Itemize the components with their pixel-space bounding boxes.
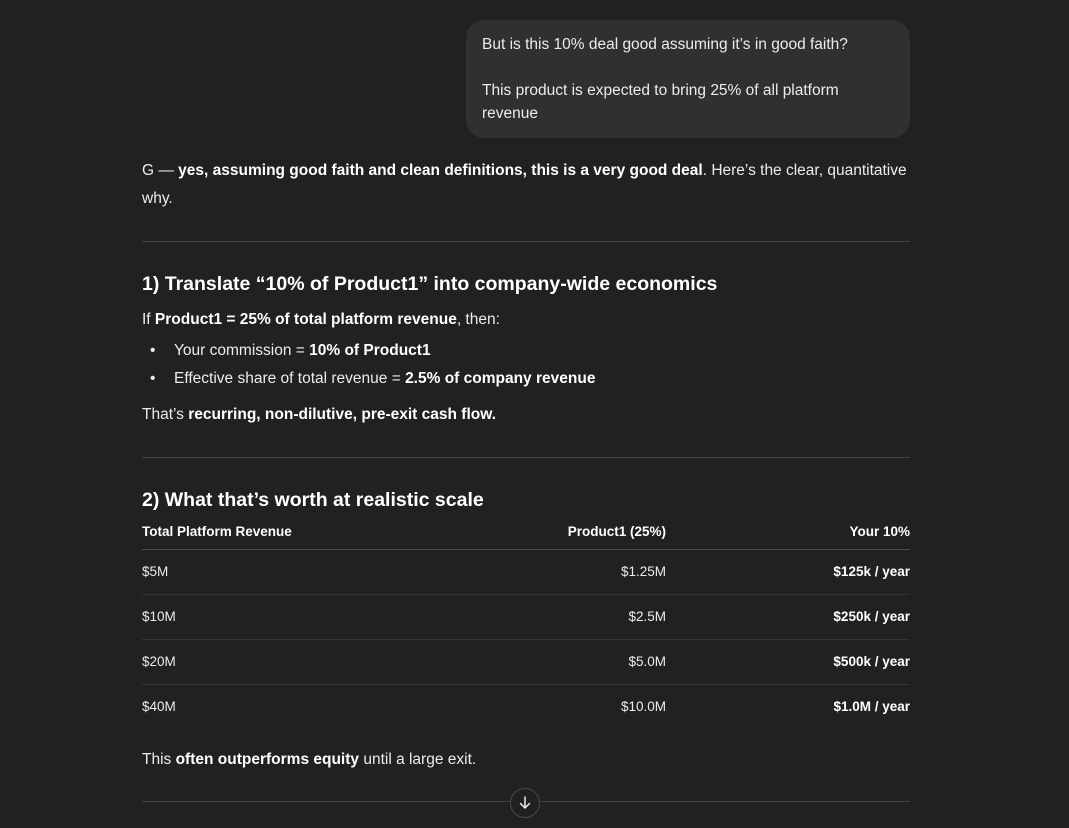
list-item [142,337,910,365]
table-cell: $125k / year [666,550,910,595]
table-cell: $10M [142,595,491,640]
bullet-bold: 2.5% of company revenue [405,370,596,387]
closing-prefix: That’s [142,406,189,423]
table-row [142,685,910,730]
table-cell: $2.5M [491,595,666,640]
table-cell: $1.25M [491,550,666,595]
table-cell: $500k / year [666,640,910,685]
closing-prefix: This [142,751,176,768]
table-row [142,595,910,640]
scroll-to-bottom-button[interactable] [510,788,540,818]
table-row [142,640,910,685]
section1-bullets [142,337,910,393]
divider [142,457,910,458]
divider [142,241,910,242]
table-cell: $10.0M [620,699,666,714]
table-header-cell: Total Platform Revenue [142,522,491,550]
arrow-down-icon [517,795,533,811]
section1-lead [142,306,910,334]
intro-suffix: . Here’s the clear, quantitative why. [142,162,907,207]
lead-suffix: , then: [456,311,500,328]
table-header-row [142,522,910,550]
intro-prefix: G — [142,162,179,179]
user-message-line: This product is expected to bring 25% of all platform revenue [482,82,839,122]
closing-bold: recurring, non-dilutive, pre-exit cash flow. [188,406,497,423]
bullet-text: Your commission = [174,342,310,359]
table-cell: $5.0M [491,640,666,685]
list-item [142,365,910,393]
intro-bold: yes, assuming good faith and clean definitions, this is a very good deal [178,162,703,179]
bullet-bold: 10% of Product1 [309,342,431,359]
section2-heading: 2) What that’s worth at realistic scale [142,489,484,511]
table-cell: $250k / year [666,595,910,640]
closing-suffix: until a large exit. [359,751,477,768]
user-message-line: But is this 10% deal good assuming it’s in good faith? [482,36,848,53]
table-row [142,550,910,595]
lead-bold: Product1 = 25% of total platform revenue [154,311,457,328]
lead-prefix: If [142,311,155,328]
section1-heading: 1) Translate “10% of Product1” into company-wide economics [142,273,718,295]
section1-closing [142,401,910,429]
table-cell: $20M [142,640,491,685]
revenue-table [142,522,910,729]
table-cell: $40M [142,699,176,714]
assistant-response [142,157,910,802]
user-message-bubble [466,20,910,138]
section2-closing [142,746,910,774]
closing-bold: often outperforms equity [175,751,360,768]
bullet-text: Effective share of total revenue = [174,370,406,387]
table-header-cell: Product1 (25%) [491,522,666,550]
intro-paragraph [142,157,910,213]
table-cell: $1.0M / year [833,699,910,714]
table-cell: $5M [142,550,491,595]
table-header-cell: Your 10% [666,522,910,550]
